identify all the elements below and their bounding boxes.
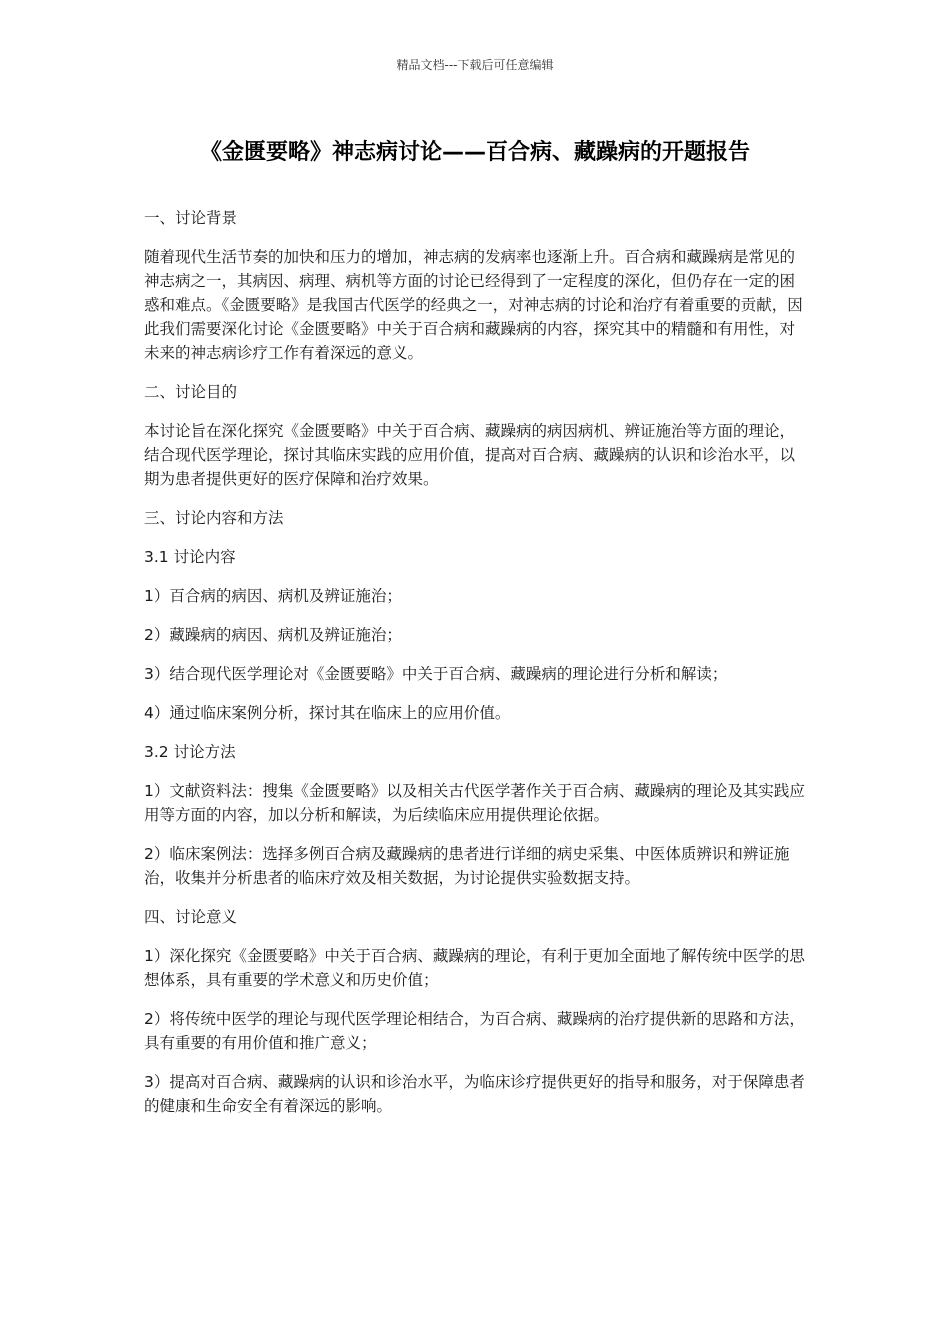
section-heading-content-method: 三、讨论内容和方法 [144, 509, 284, 527]
document-title: 《金匮要略》神志病讨论——百合病、藏躁病的开题报告 [199, 140, 750, 165]
subsection-heading-method: 3.2 讨论方法 [144, 743, 236, 761]
list-item: 2）临床案例法：选择多例百合病及藏躁病的患者进行详细的病史采集、中医体质辨识和辨证施治，收集并分析患者的临床疗效及相关数据，为讨论提供实验数据支持。 [144, 845, 790, 887]
list-item: 2）藏躁病的病因、病机及辨证施治； [144, 626, 402, 644]
list-item: 3）结合现代医学理论对《金匮要略》中关于百合病、藏躁病的理论进行分析和解读； [144, 665, 728, 683]
list-item: 4）通过临床案例分析，探讨其在临床上的应用价值。 [144, 704, 511, 722]
list-item: 1）深化探究《金匮要略》中关于百合病、藏躁病的理论，有利于更加全面地了解传统中医学的思想体系，具有重要的学术意义和历史价值； [144, 947, 805, 989]
section-heading-significance: 四、讨论意义 [144, 908, 238, 926]
page-header-note: 精品文档---下载后可任意编辑 [396, 58, 554, 72]
section-heading-background: 一、讨论背景 [144, 209, 238, 227]
paragraph-background: 随着现代生活节奏的加快和压力的增加，神志病的发病率也逐渐上升。百合病和藏躁病是常见的神志病之一，其病因、病理、病机等方面的讨论已经得到了一定程度的深化，但仍存在一定的困惑和难点。《金匮要略》是我国古代医学的经典之一，对神志病的讨论和治疗有着重要的贡献，因此我们需要深化讨论《金匮要略》中关于百合病和藏躁病的内容，探究其中的精髓和有用性，对未来的神志病诊疗工作有着深远的意义。 [144, 248, 803, 362]
document-body [144, 206, 808, 1133]
list-item: 3）提高对百合病、藏躁病的认识和诊治水平，为临床诊疗提供更好的指导和服务，对于保障患者的健康和生命安全有着深远的影响。 [144, 1073, 805, 1115]
list-item: 1）百合病的病因、病机及辨证施治； [144, 587, 402, 605]
list-item: 2）将传统中医学的理论与现代医学理论相结合，为百合病、藏躁病的治疗提供新的思路和方法，具有重要的有用价值和推广意义； [144, 1010, 805, 1052]
list-item: 1）文献资料法：搜集《金匮要略》以及相关古代医学著作关于百合病、藏躁病的理论及其实践应用等方面的内容，加以分析和解读，为后续临床应用提供理论依据。 [144, 782, 805, 824]
section-heading-purpose: 二、讨论目的 [144, 383, 238, 401]
paragraph-purpose: 本讨论旨在深化探究《金匮要略》中关于百合病、藏躁病的病因病机、辨证施治等方面的理论，结合现代医学理论，探讨其临床实践的应用价值，提高对百合病、藏躁病的认识和诊治水平，以期为患者提供更好的医疗保障和治疗效果。 [144, 422, 796, 488]
subsection-heading-content: 3.1 讨论内容 [144, 548, 236, 566]
